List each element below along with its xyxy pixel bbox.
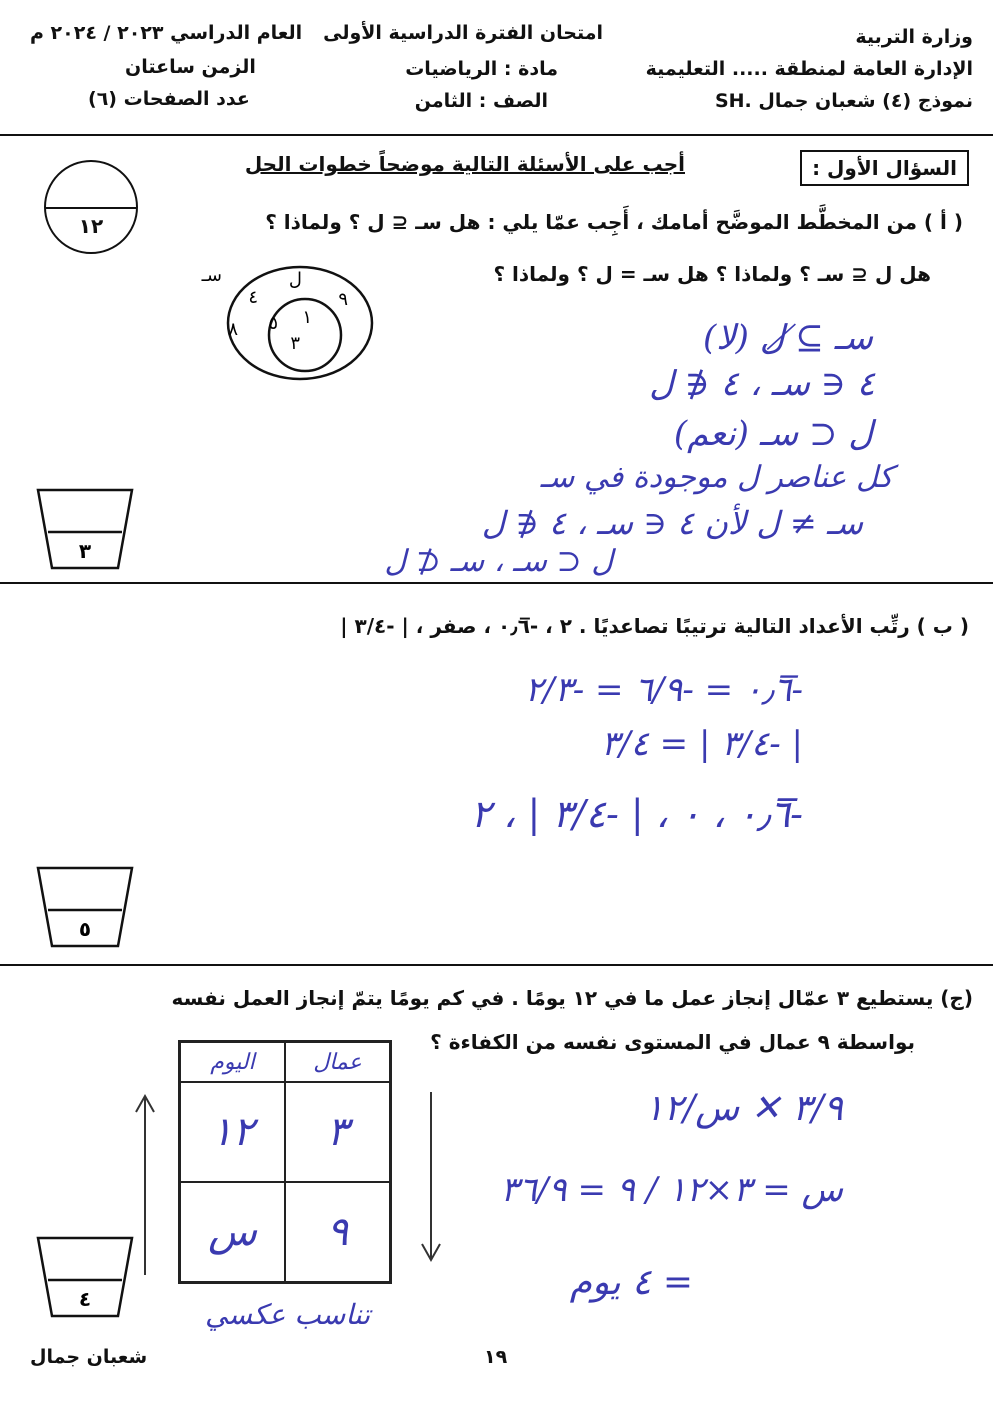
venn-element: ٩ xyxy=(338,289,348,310)
part-c-score-cup xyxy=(36,1236,134,1318)
venn-element: ٤ xyxy=(248,287,258,308)
part-c-answer-2: س = ٣×١٢ / ٩ = ٣٦/٩ xyxy=(500,1170,843,1210)
part-b-answer-1: -٠٫٦̅ = -٦/٩ = -٢/٣ xyxy=(524,670,803,710)
table-cell: ١٢ xyxy=(180,1082,285,1182)
part-a-answer-3: ل ⊂ سـ (نعم) xyxy=(673,414,873,454)
part-b-question: ( ب ) رتِّب الأعداد التالية ترتيبًا تصاعديًا . ٢ ، -٠٫٦̅ ، صفر ، | -٣/٤ | xyxy=(340,614,969,638)
part-a-score: ٣ xyxy=(78,539,92,563)
part-a-line1: ( أ ) من المخطَّط الموضَّح أمامك ، أَجِب عمّا يلي : هل سـ ⊆ ل ؟ ولماذا ؟ xyxy=(265,210,963,234)
table-cell: س xyxy=(180,1182,285,1282)
down-arrow xyxy=(416,1088,446,1268)
question1-label-box: السؤال الأول : xyxy=(800,150,969,186)
header-divider xyxy=(0,134,993,136)
page-number: ١٩ xyxy=(484,1346,508,1368)
part-a-answer-2: ٤ ∈ سـ ، ٤ ∉ ل xyxy=(649,364,875,404)
table-header-workers: عمال xyxy=(285,1042,390,1082)
part-a-score-cup xyxy=(36,488,134,570)
part-c-score: ٤ xyxy=(78,1287,92,1311)
table-cell: ٩ xyxy=(285,1182,390,1282)
venn-inner-label: ل xyxy=(288,269,302,290)
part-b-divider xyxy=(0,964,993,966)
up-arrow xyxy=(130,1090,160,1280)
part-c-answer-3: = ٤ يوم xyxy=(569,1262,693,1303)
part-c-answer-1: ٣/٩ ✕ س/١٢ xyxy=(644,1088,843,1129)
ratio-table xyxy=(178,1040,392,1284)
header-directorate: الإدارة العامة لمنطقة ..... التعليمية xyxy=(645,58,973,80)
table-cell: ٣ xyxy=(285,1082,390,1182)
part-a-line2: هل ل ⊆ سـ ؟ ولماذا ؟ هل سـ = ل ؟ ولماذا ؟ xyxy=(493,262,931,286)
part-a-answer-5: سـ ≠ ل لأن ٤ ∈ سـ ، ٤ ∉ ل xyxy=(481,504,863,542)
part-b-answer-2: | -٣/٤ | = ٣/٤ xyxy=(600,724,803,764)
question1-instruction: أجب على الأسئلة التالية موضحاً خطوات الحل xyxy=(244,152,685,176)
header-exam-title: امتحان الفترة الدراسية الأولى xyxy=(323,22,603,44)
part-b-score: ٥ xyxy=(78,917,92,941)
part-c-line1: (ج) يستطيع ٣ عمّال إنجاز عمل ما في ١٢ يومًا . في كم يومًا يتمّ إنجاز العمل نفسه xyxy=(171,986,973,1010)
part-a-answer-1: سـ ⊈ ل (لا) xyxy=(703,318,873,358)
venn-diagram xyxy=(200,255,400,385)
footer-author: شعبان جمال xyxy=(30,1346,148,1368)
part-a-answer-6: ل ⊂ سـ ، سـ ⊄ ل xyxy=(384,544,613,579)
header-year: العام الدراسي ٢٠٢٣ / ٢٠٢٤ م xyxy=(30,22,303,44)
total-score-value: ١٢ xyxy=(78,214,104,238)
part-b-answer-3: -٠٫٦̅ ، ٠ ، | -٣/٤ | ، ٢ xyxy=(470,792,803,836)
venn-element: ٨ xyxy=(228,319,238,340)
header-model: نموذج (٤) شعبان جمال .SH xyxy=(714,90,973,112)
header-ministry: وزارة التربية xyxy=(855,26,973,48)
table-caption: تناسب عكسي xyxy=(205,1298,371,1331)
venn-element: ٣ xyxy=(290,333,300,354)
header-subject: مادة : الرياضيات xyxy=(405,58,558,80)
part-a-answer-4: كل عناصر ل موجودة في سـ xyxy=(540,460,893,495)
header-grade: الصف : الثامن xyxy=(414,90,548,112)
venn-element: ٥ xyxy=(268,313,278,334)
venn-element: ١ xyxy=(302,307,312,328)
header-time: الزمن ساعتان xyxy=(125,56,256,78)
part-b-score-cup xyxy=(36,866,134,948)
venn-outer-label: سـ xyxy=(201,265,222,286)
table-header-days: اليوم xyxy=(180,1042,285,1082)
header-pages: عدد الصفحات (٦) xyxy=(88,88,250,110)
score-circle-divider xyxy=(46,207,136,209)
total-score-circle xyxy=(44,160,138,254)
part-c-line2: بواسطة ٩ عمال في المستوى نفسه من الكفاءة ؟ xyxy=(430,1030,915,1054)
part-a-divider xyxy=(0,582,993,584)
